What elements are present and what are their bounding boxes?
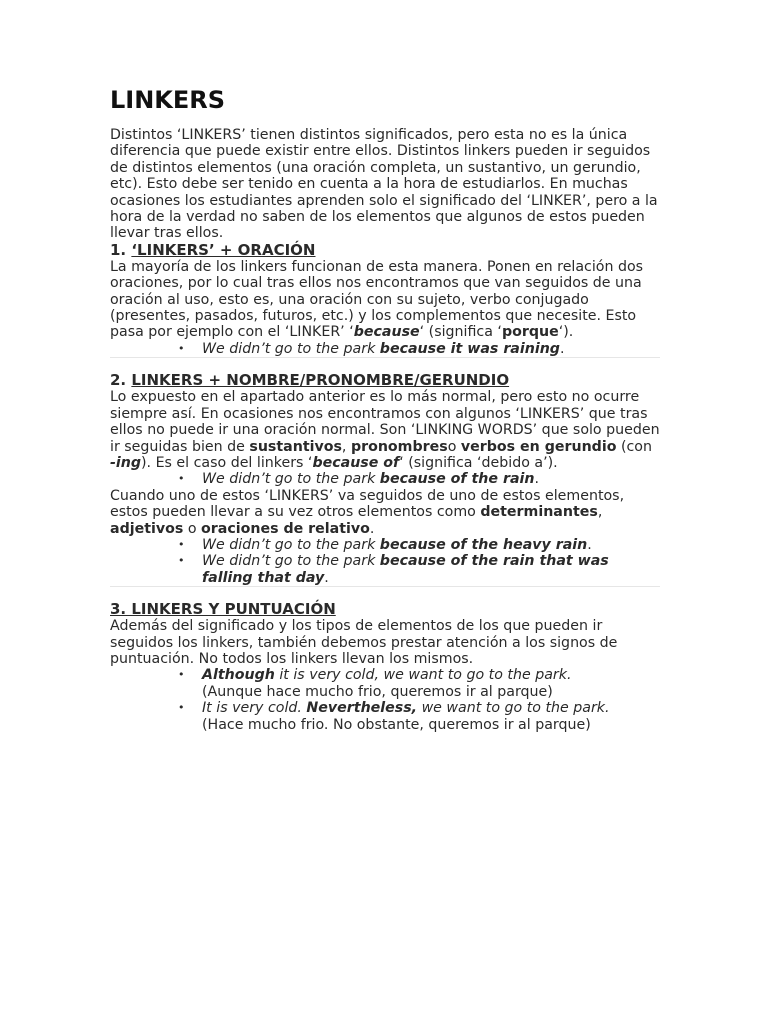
document-page — [110, 86, 660, 733]
bullet-icon: • — [178, 341, 185, 355]
page-title: LINKERS — [110, 86, 226, 114]
bullet-icon: • — [178, 668, 185, 682]
section-1-heading: 1. ‘LINKERS’ + ORACIÓN — [110, 240, 316, 259]
list-item: • Although it is very cold, we want to go to the park. (Aunque hace mucho frio, queremos ir al parque) — [178, 667, 572, 700]
list-item: • We didn’t go to the park because it was raining. — [178, 340, 565, 357]
section-2-paragraph-b: Cuando uno de estos ‘LINKERS’ va seguidos de uno de estos elementos, estos pueden llevar a su vez otros elementos como determinantes, adjetivos o oraciones de relativo. — [110, 487, 625, 537]
section-1-paragraph: La mayoría de los linkers funcionan de esta manera. Ponen en relación dos oraciones, por lo cual tras ellos nos encontramos que van seguidos de una oración al uso, esto es, una oración con su sujeto, verbo conjugado (presentes, pasados, futuros, etc.) y los complementos que necesite. Esto pasa por ejemplo con el ‘LINKER’ ‘because‘ (significa ‘porque‘). — [110, 258, 644, 341]
bullet-icon: • — [178, 554, 185, 568]
bullet-icon: • — [178, 537, 185, 551]
section-2-examples-b — [110, 537, 660, 586]
bullet-icon: • — [178, 472, 185, 486]
list-item: • We didn’t go to the park because of the heavy rain. — [178, 536, 592, 553]
list-item: • We didn’t go to the park because of the rain that was falling that day. — [178, 553, 609, 586]
bullet-icon: • — [178, 701, 185, 715]
section-2-paragraph-a: Lo expuesto en el apartado anterior es lo más normal, pero esto no ocurre siempre así. En ocasiones nos encontramos con algunos ‘LINKERS’ que tras ellos no puede ir una oración normal. Son ‘LINKING WORDS’ que solo pueden ir seguidas bien de sustantivos, pronombreso verbos en gerundio (con -ing). Es el caso del linkers ‘because of‘ (significa ‘debido a’). — [110, 389, 660, 471]
list-item: • We didn’t go to the park because of the rain. — [178, 471, 540, 488]
section-2-heading: 2. LINKERS + NOMBRE/PRONOMBRE/GERUNDIO — [110, 371, 510, 390]
list-item: • It is very cold. Nevertheless, we want to go to the park. (Hace mucho frio. No obstante, queremos ir al parque) — [178, 700, 610, 733]
section-3-examples — [110, 667, 660, 733]
section-3-paragraph: Además del significado y los tipos de elementos de los que pueden ir seguidos los linkers, también debemos prestar atención a los signos de puntuación. No todos los linkers llevan los mismos. — [110, 618, 618, 667]
intro-paragraph: Distintos ‘LINKERS’ tienen distintos significados, pero esta no es la única diferencia que puede existir entre ellos. Distintos linkers pueden ir seguidos de distintos elementos (una oración completa, un sustantivo, un gerundio, etc). Esto debe ser tenido en cuenta a la hora de estudiarlos. En muchas ocasiones los estudiantes aprenden solo el significado del ‘LINKER’, pero a la hora de la verdad no saben de los elementos que algunos de estos pueden llevar tras ellos. — [110, 127, 658, 242]
section-3-heading: 3. LINKERS Y PUNTUACIÓN — [110, 600, 336, 619]
section-2-examples-a — [110, 471, 660, 487]
section-1-examples — [110, 341, 660, 357]
